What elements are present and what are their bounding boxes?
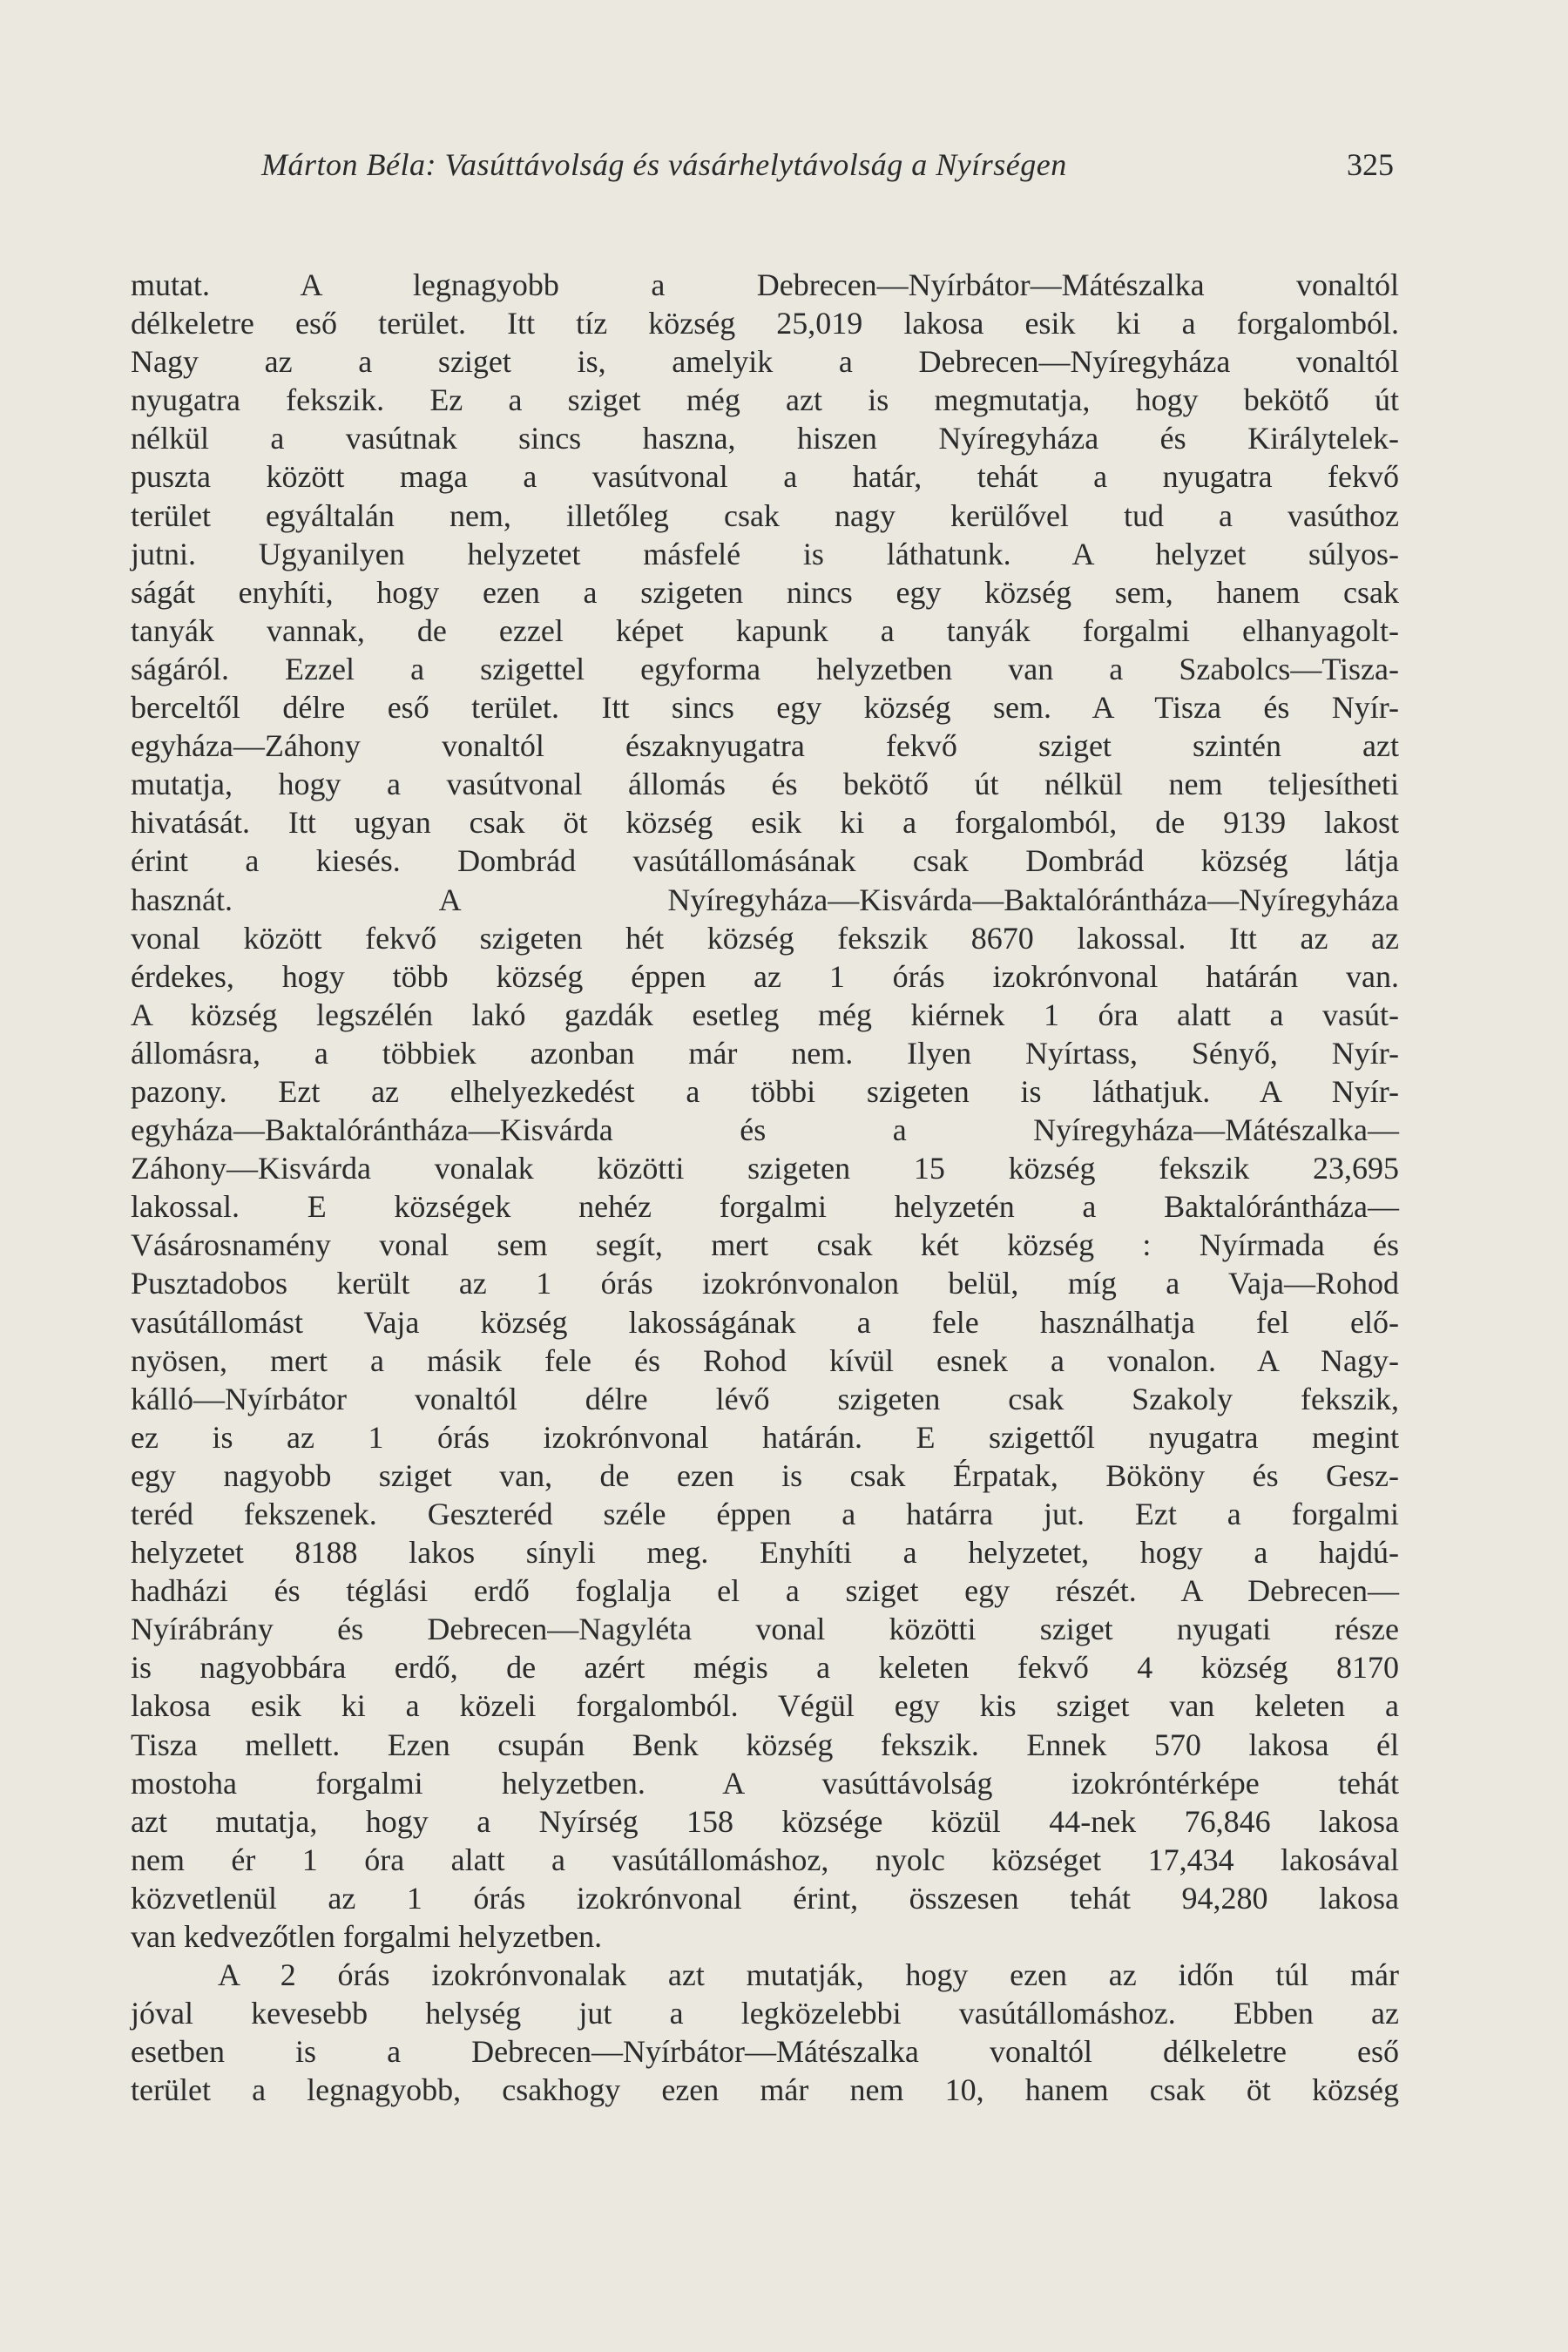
text-line: hadházi és téglási erdő foglalja el a sziget egy részét. A Debrecen— (131, 1573, 1399, 1609)
text-line: Pusztadobos került az 1 órás izokrónvonalon belül, míg a Vaja—Rohod (131, 1266, 1399, 1301)
text-line: A 2 órás izokrónvonalak azt mutatják, hogy ezen az időn túl már (218, 1957, 1399, 1993)
text-line: Vásárosnamény vonal sem segít, mert csak két község : Nyírmada és (131, 1227, 1399, 1263)
text-line: tanyák vannak, de ezzel képet kapunk a tanyák forgalmi elhanyagolt- (131, 612, 1399, 648)
text-line: lakossal. E községek nehéz forgalmi helyzetén a Baktalórántháza— (131, 1189, 1399, 1225)
text-line: terület a legnagyobb, csakhogy ezen már nem 10, hanem csak öt község (131, 2072, 1399, 2108)
text-line: pazony. Ezt az elhelyezkedést a többi szigeten is láthatjuk. A Nyír- (131, 1073, 1399, 1109)
running-title: Márton Béla: Vasúttávolság és vásárhelytávolság a Nyírségen (261, 147, 1067, 182)
text-line: közvetlenül az 1 órás izokrónvonal érint, összesen tehát 94,280 lakosa (131, 1880, 1399, 1916)
text-line: vasútállomást Vaja község lakosságának a fele használhatja fel elő- (131, 1304, 1399, 1340)
text-line: délkeletre eső terület. Itt tíz község 25,019 lakosa esik ki a forgalomból. (131, 306, 1399, 341)
text-line: puszta között maga a vasútvonal a határ, tehát a nyugatra fekvő (131, 459, 1399, 495)
text-line: vonal között fekvő szigeten hét község fekszik 8670 lakossal. Itt az az (131, 920, 1399, 956)
text-line: van kedvezőtlen forgalmi helyzetben. (131, 1919, 603, 1955)
text-line: A község legszélén lakó gazdák esetleg még kiérnek 1 óra alatt a vasút- (131, 997, 1399, 1032)
text-line: teréd fekszenek. Geszteréd széle éppen a határra jut. Ezt a forgalmi (131, 1497, 1399, 1531)
text-line: nélkül a vasútnak sincs haszna, hiszen Nyíregyháza és Királytelek- (131, 421, 1399, 456)
text-line: állomásra, a többiek azonban már nem. Ilyen Nyírtass, Sényő, Nyír- (131, 1035, 1399, 1071)
text-line: ságát enyhíti, hogy ezen a szigeten nincs egy község sem, hanem csak (131, 574, 1399, 610)
text-line: érdekes, hogy több község éppen az 1 órás izokrónvonal határán van. (131, 958, 1399, 994)
text-line: terület egyáltalán nem, illetőleg csak nagy kerülővel tud a vasúthoz (131, 497, 1399, 533)
text-line: helyzetet 8188 lakos sínyli meg. Enyhíti a helyzetet, hogy a hajdú- (131, 1535, 1399, 1571)
text-line: ez is az 1 órás izokrónvonal határán. E szigettől nyugatra megint (131, 1419, 1399, 1455)
text-line: jutni. Ugyanilyen helyzetet másfelé is láthatunk. A helyzet súlyos- (131, 536, 1399, 571)
text-line: egyháza—Baktalórántháza—Kisvárda és a Nyíregyháza—Mátészalka— (131, 1112, 1399, 1148)
text-line: nyösen, mert a másik fele és Rohod kívül esnek a vonalon. A Nagy- (131, 1342, 1399, 1378)
text-line: esetben is a Debrecen—Nyírbátor—Mátészalka vonaltól délkeletre eső (131, 2034, 1399, 2070)
paragraph (131, 266, 1399, 1956)
text-line: is nagyobbára erdő, de azért mégis a keleten fekvő 4 község 8170 (131, 1650, 1399, 1686)
text-line: Nyírábrány és Debrecen—Nagyléta vonal közötti sziget nyugati része (131, 1612, 1399, 1647)
text-line: mostoha forgalmi helyzetben. A vasúttávolság izokróntérképe tehát (131, 1765, 1399, 1801)
text-line: berceltől délre eső terület. Itt sincs egy község sem. A Tisza és Nyír- (131, 690, 1399, 726)
text-line: azt mutatja, hogy a Nyírség 158 községe közül 44-nek 76,846 lakosa (131, 1803, 1399, 1839)
text-line: nem ér 1 óra alatt a vasútállomáshoz, nyolc községet 17,434 lakosával (131, 1842, 1399, 1877)
text-line: Záhony—Kisvárda vonalak közötti szigeten 15 község fekszik 23,695 (131, 1151, 1399, 1186)
text-line: nyugatra fekszik. Ez a sziget még azt is megmutatja, hogy bekötő út (131, 382, 1399, 418)
text-line: lakosa esik ki a közeli forgalomból. Végül egy kis sziget van keleten a (131, 1688, 1399, 1724)
body-text (131, 266, 1399, 2110)
text-line: kálló—Nyírbátor vonaltól délre lévő szigeten csak Szakoly fekszik, (131, 1381, 1399, 1416)
text-line: érint a kiesés. Dombrád vasútállomásának csak Dombrád község látja (131, 843, 1399, 879)
text-line: egy nagyobb sziget van, de ezen is csak Érpatak, Bököny és Gesz- (131, 1457, 1399, 1493)
text-line: mutatja, hogy a vasútvonal állomás és bekötő út nélkül nem teljesítheti (131, 767, 1399, 802)
text-line: jóval kevesebb helység jut a legközelebbi vasútállomáshoz. Ebben az (131, 1996, 1399, 2031)
paragraph (131, 1956, 1399, 2109)
text-line: mutat. A legnagyobb a Debrecen—Nyírbátor—Mátészalka vonaltól (131, 267, 1399, 302)
text-line: Nagy az a sziget is, amelyik a Debrecen—Nyíregyháza vonaltól (131, 344, 1399, 380)
text-line: egyháza—Záhony vonaltól északnyugatra fekvő sziget szintén azt (131, 728, 1399, 764)
running-header (131, 146, 1394, 185)
text-line: hivatását. Itt ugyan csak öt község esik ki a forgalomból, de 9139 lakost (131, 805, 1399, 841)
text-line: ságáról. Ezzel a szigettel egyforma helyzetben van a Szabolcs—Tisza- (131, 651, 1399, 686)
page-number: 325 (1347, 147, 1394, 182)
text-line: hasznát. A Nyíregyháza—Kisvárda—Baktalórántháza—Nyíregyháza (131, 882, 1399, 917)
text-line: Tisza mellett. Ezen csupán Benk község fekszik. Ennek 570 lakosa él (131, 1727, 1399, 1762)
